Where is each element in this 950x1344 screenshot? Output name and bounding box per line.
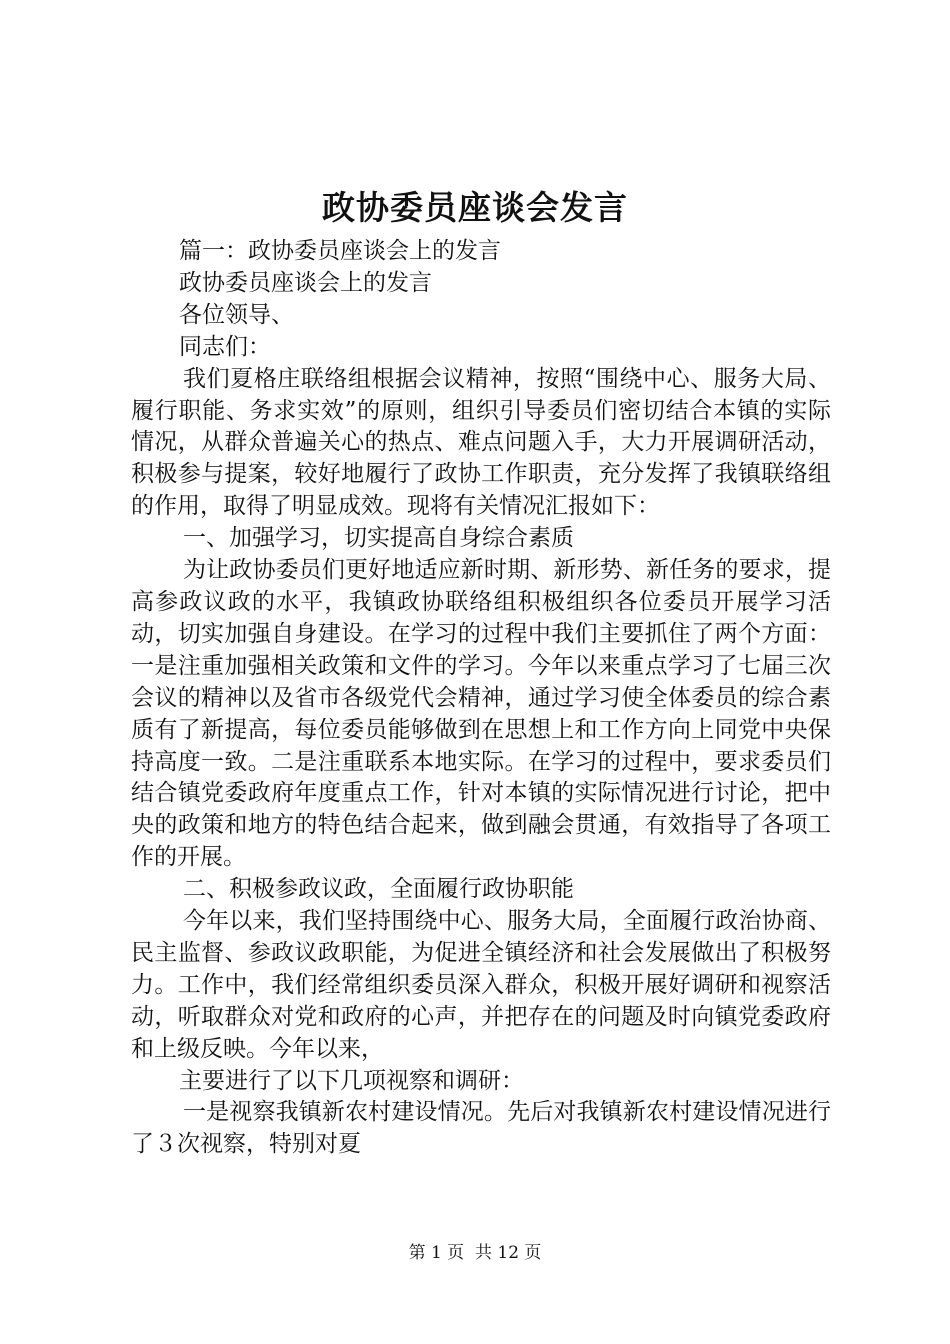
document-body bbox=[131, 236, 831, 1161]
paragraph: 同志们： bbox=[179, 333, 271, 360]
page-number-label: 第 1 页 共 12 页 bbox=[408, 1243, 542, 1263]
section-heading: 一、加强学习，切实提高自身综合素质 bbox=[183, 525, 574, 552]
paragraph: 今年以来，我们坚持围绕中心、服务大局，全面履行政治协商、民主监督、参政议政职能，为促进全镇经济和社会发展做出了积极努力。工作中，我们经常组织委员深入群众，积极开展好调研和视察活动，听取群众对党和政府的心声，并把存在的问题及时向镇党委政府和上级反映。今年以来， bbox=[131, 908, 831, 1062]
paragraph: 政协委员座谈会上的发言 bbox=[179, 269, 432, 296]
paragraph: 篇一：政协委员座谈会上的发言 bbox=[179, 238, 501, 264]
paragraph: 一是视察我镇新农村建设情况。先后对我镇新农村建设情况进行了３次视察，特别对夏 bbox=[131, 1099, 831, 1158]
page-footer bbox=[0, 1241, 950, 1265]
section-heading: 二、积极参政议政，全面履行政协职能 bbox=[183, 876, 574, 903]
paragraph: 我们夏格庄联络组根据会议精神，按照“围绕中心、服务大局、履行职能、务求实效”的原则，组织引导委员们密切结合本镇的实际情况，从群众普遍关心的热点、难点问题入手，大力开展调研活动，积极参与提案，较好地履行了政协工作职责，充分发挥了我镇联络组的作用，取得了明显成效。现将有关情况汇报如下： bbox=[131, 365, 831, 520]
document-title: 政协委员座谈会发言 bbox=[322, 188, 628, 227]
paragraph: 主要进行了以下几项视察和调研： bbox=[179, 1067, 524, 1094]
paragraph: 为让政协委员们更好地适应新时期、新形势、新任务的要求，提高参政议政的水平，我镇政协联络组积极组织各位委员开展学习活动，切实加强自身建设。在学习的过程中我们主要抓住了两个方面：一是注重加强相关政策和文件的学习。今年以来重点学习了七届三次会议的精神以及省市各级党代会精神，通过学习使全体委员的综合素质有了新提高，每位委员能够做到在思想上和工作方向上同党中央保持高度一致。二是注重联系本地实际。在学习的过程中，要求委员们结合镇党委政府年度重点工作，针对本镇的实际情况进行讨论，把中央的政策和地方的特色结合起来，做到融会贯通，有效指导了各项工作的开展。 bbox=[131, 557, 831, 871]
paragraph: 各位领导、 bbox=[179, 301, 294, 328]
